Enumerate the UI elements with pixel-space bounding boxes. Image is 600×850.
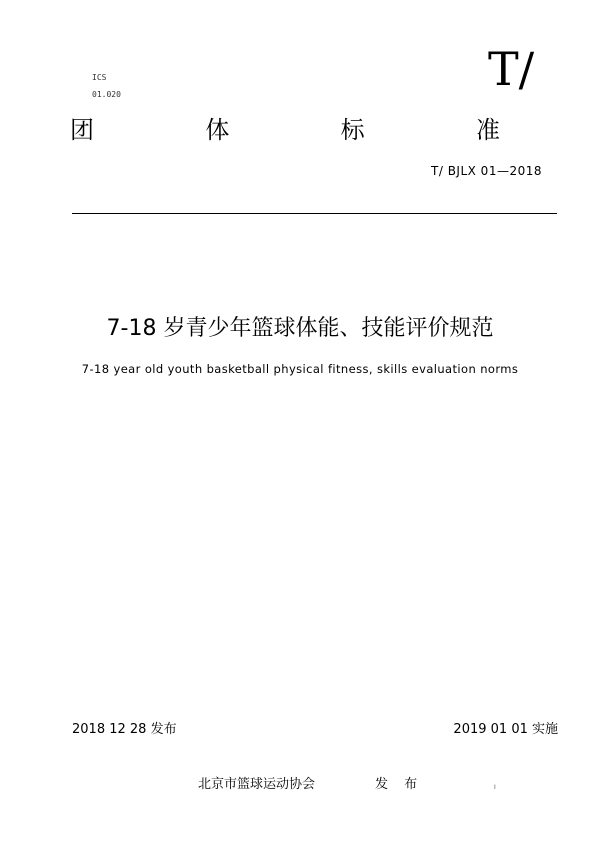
standard-type-char: 体 bbox=[205, 116, 230, 144]
publish-date: 2018 12 28 发布 bbox=[72, 722, 177, 737]
standard-type-char: 标 bbox=[340, 116, 365, 144]
document-title-en: 7-18 year old youth basketball physical fitness, skills evaluation norms bbox=[81, 362, 519, 376]
document-title-zh: 7-18 岁青少年篮球体能、技能评价规范 bbox=[106, 316, 494, 341]
standard-type-char: 准 bbox=[475, 116, 500, 144]
standard-type-char: 团 bbox=[70, 116, 94, 144]
ics-label: ICS bbox=[92, 73, 107, 82]
implementation-date: 2019 01 01 实施 bbox=[453, 722, 558, 737]
header-divider bbox=[72, 213, 557, 214]
issue-label: 发 布 bbox=[375, 777, 424, 792]
issuer-name: 北京市篮球运动协会 bbox=[198, 777, 316, 792]
standard-logo: T/ bbox=[488, 42, 535, 96]
standard-number: T/ BJLX 01—2018 bbox=[431, 164, 542, 178]
standard-type-heading bbox=[70, 116, 500, 145]
page-mark: I bbox=[494, 784, 496, 791]
ics-code: 01.020 bbox=[92, 90, 121, 99]
